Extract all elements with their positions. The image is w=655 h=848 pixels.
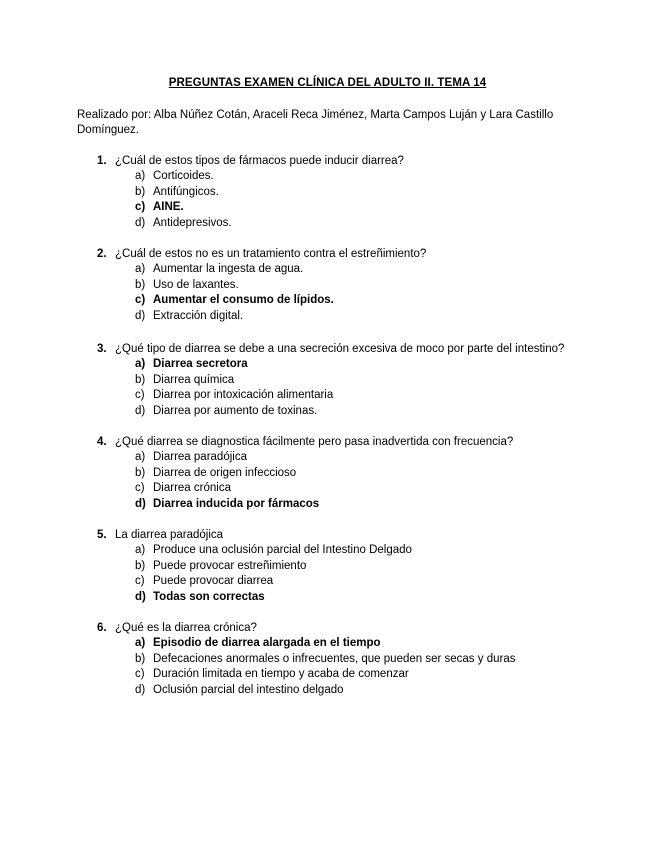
option-text: Diarrea paradójica [153, 451, 247, 463]
question-6 [97, 620, 617, 698]
option-d-correct [135, 590, 617, 606]
option-b [135, 373, 617, 389]
question-number: 3. [97, 343, 107, 355]
option-text: AINE. [153, 201, 184, 214]
option-a-correct [135, 636, 617, 652]
option-text: Aumentar el consumo de lípidos. [153, 294, 334, 307]
option-letter: b) [135, 559, 146, 572]
option-text: Extracción digital. [153, 309, 244, 322]
question-header [97, 153, 617, 169]
option-a [135, 450, 617, 466]
option-letter: b) [135, 185, 146, 198]
option-c [135, 388, 617, 404]
question-number: 1. [97, 155, 107, 167]
option-letter: d) [135, 404, 146, 417]
option-letter: a) [135, 170, 146, 182]
question-text: ¿Qué diarrea se diagnostica fácilmente pero pasa inadvertida con frecuencia? [115, 436, 514, 448]
option-letter: a) [135, 451, 146, 463]
option-text: Diarrea por aumento de toxinas. [153, 404, 318, 417]
option-letter: a) [135, 263, 146, 275]
option-text: Diarrea crónica [153, 482, 231, 495]
option-text: Antifúngicos. [153, 185, 219, 198]
question-header [97, 341, 617, 357]
question-5 [97, 527, 617, 605]
question-1 [97, 153, 617, 231]
option-letter: d) [135, 497, 146, 510]
document-title: PREGUNTAS EXAMEN CLÍNICA DEL ADULTO II. TEMA 14 [168, 77, 487, 89]
option-d [135, 309, 617, 325]
option-c [135, 481, 617, 497]
option-text: Puede provocar estreñimiento [153, 559, 307, 572]
option-text: Oclusión parcial del intestino delgado [153, 683, 344, 696]
option-letter: c) [135, 389, 145, 402]
question-header [97, 434, 617, 450]
option-text: Diarrea secretora [153, 358, 248, 370]
option-letter: b) [135, 373, 146, 386]
option-letter: d) [135, 683, 146, 696]
option-text: Puede provocar diarrea [153, 575, 274, 588]
option-text: Diarrea por intoxicación alimentaria [153, 389, 334, 402]
option-b [135, 278, 617, 294]
option-c [135, 667, 617, 683]
option-text: Duración limitada en tiempo y acaba de comenzar [153, 668, 409, 681]
question-text: ¿Qué tipo de diarrea se debe a una secreción excesiva de moco por parte del intestino? [115, 343, 565, 355]
question-number: 2. [97, 248, 107, 260]
question-number: 4. [97, 436, 107, 448]
option-text: Diarrea química [153, 373, 235, 386]
option-b [135, 466, 617, 482]
option-letter: a) [135, 358, 146, 370]
option-d [135, 683, 617, 699]
option-a [135, 543, 617, 559]
option-b [135, 559, 617, 575]
option-letter: d) [135, 216, 146, 229]
option-text: Todas son correctas [153, 590, 265, 603]
option-letter: d) [135, 309, 146, 322]
option-a [135, 262, 617, 278]
option-letter: c) [135, 575, 145, 588]
question-text: ¿Cuál de estos no es un tratamiento contra el estreñimiento? [115, 248, 427, 260]
question-3 [97, 341, 617, 419]
option-c-correct [135, 200, 617, 216]
question-header [97, 527, 617, 543]
option-letter: a) [135, 637, 146, 649]
option-text: Diarrea de origen infeccioso [153, 466, 297, 479]
option-letter: c) [135, 201, 146, 214]
option-text: Produce una oclusión parcial del Intestino Delgado [153, 544, 412, 556]
option-text: Diarrea inducida por fármacos [153, 497, 320, 510]
option-d [135, 404, 617, 420]
option-letter: c) [135, 482, 145, 495]
option-letter: d) [135, 590, 146, 603]
question-number: 6. [97, 622, 107, 634]
question-text: La diarrea paradójica [115, 529, 224, 541]
option-text: Defecaciones anormales o infrecuentes, que pueden ser secas y duras [153, 652, 516, 665]
option-b [135, 185, 617, 201]
question-text: ¿Cuál de estos tipos de fármacos puede inducir diarrea? [115, 155, 404, 167]
option-text: Episodio de diarrea alargada en el tiempo [153, 637, 381, 649]
option-c-correct [135, 293, 617, 309]
option-letter: b) [135, 278, 146, 291]
question-header [97, 246, 617, 262]
option-a-correct [135, 357, 617, 373]
option-d [135, 216, 617, 232]
option-letter: a) [135, 544, 146, 556]
question-header [97, 620, 617, 636]
question-number: 5. [97, 529, 107, 541]
option-letter: c) [135, 668, 145, 681]
option-text: Uso de laxantes. [153, 278, 239, 291]
question-2 [97, 246, 617, 324]
authors-line: Realizado por: Alba Núñez Cotán, Araceli Reca Jiménez, Marta Campos Luján y Lara Castillo Domínguez. [77, 109, 554, 136]
option-text: Antidepresivos. [153, 216, 232, 229]
option-letter: b) [135, 652, 146, 665]
option-text: Corticoides. [153, 170, 214, 182]
option-c [135, 574, 617, 590]
option-text: Aumentar la ingesta de agua. [153, 263, 304, 275]
option-letter: b) [135, 466, 146, 479]
option-letter: c) [135, 294, 146, 307]
option-d-correct [135, 497, 617, 513]
question-text: ¿Qué es la diarrea crónica? [115, 622, 257, 634]
option-a [135, 169, 617, 185]
option-b [135, 652, 617, 668]
question-4 [97, 434, 617, 512]
